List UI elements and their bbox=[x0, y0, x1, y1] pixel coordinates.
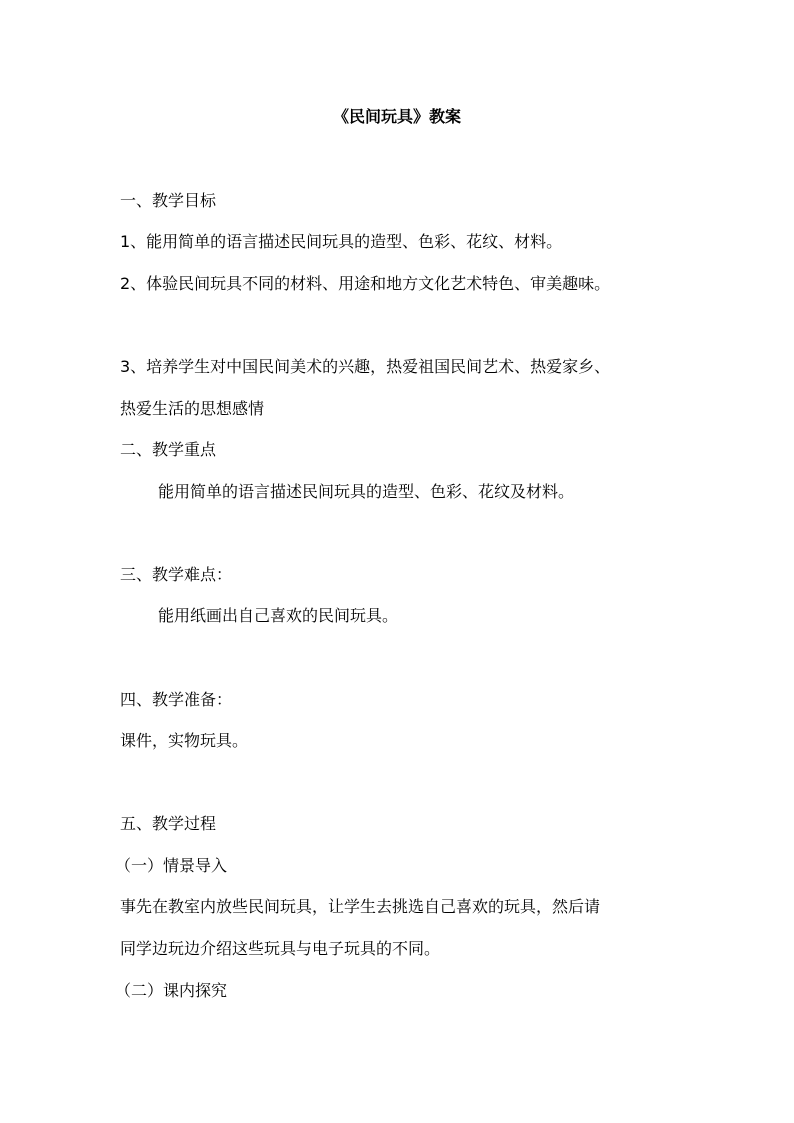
objective-item-3-line-2: 热爱生活的思想感情 bbox=[120, 399, 265, 418]
objective-item-1: 1、能用简单的语言描述民间玩具的造型、色彩、花纹、材料。 bbox=[120, 232, 563, 251]
process-text-1-line-2: 同学边玩边介绍这些玩具与电子玩具的不同。 bbox=[120, 939, 441, 958]
key-points-heading: 二、教学重点 bbox=[120, 440, 217, 459]
objective-item-3-line-1: 3、培养学生对中国民间美术的兴趣，热爱祖国民间艺术、热爱家乡、 bbox=[120, 357, 611, 376]
difficulties-text: 能用纸画出自己喜欢的民间玩具。 bbox=[158, 606, 399, 625]
objectives-heading: 一、教学目标 bbox=[120, 191, 217, 210]
preparation-heading: 四、教学准备： bbox=[120, 690, 233, 709]
objective-item-2: 2、体验民间玩具不同的材料、用途和地方文化艺术特色、审美趣味。 bbox=[120, 274, 611, 293]
process-heading: 五、教学过程 bbox=[120, 814, 217, 833]
process-subheading-2: （二）课内探究 bbox=[115, 981, 228, 1000]
process-text-1-line-1: 事先在教室内放些民间玩具，让学生去挑选自己喜欢的玩具，然后请 bbox=[120, 897, 601, 916]
process-subheading-1: （一）情景导入 bbox=[115, 856, 228, 875]
difficulties-heading: 三、教学难点： bbox=[120, 565, 233, 584]
key-points-text: 能用简单的语言描述民间玩具的造型、色彩、花纹及材料。 bbox=[158, 482, 575, 501]
preparation-text: 课件，实物玩具。 bbox=[120, 731, 249, 750]
document-title: 《民间玩具》教案 bbox=[332, 107, 461, 126]
